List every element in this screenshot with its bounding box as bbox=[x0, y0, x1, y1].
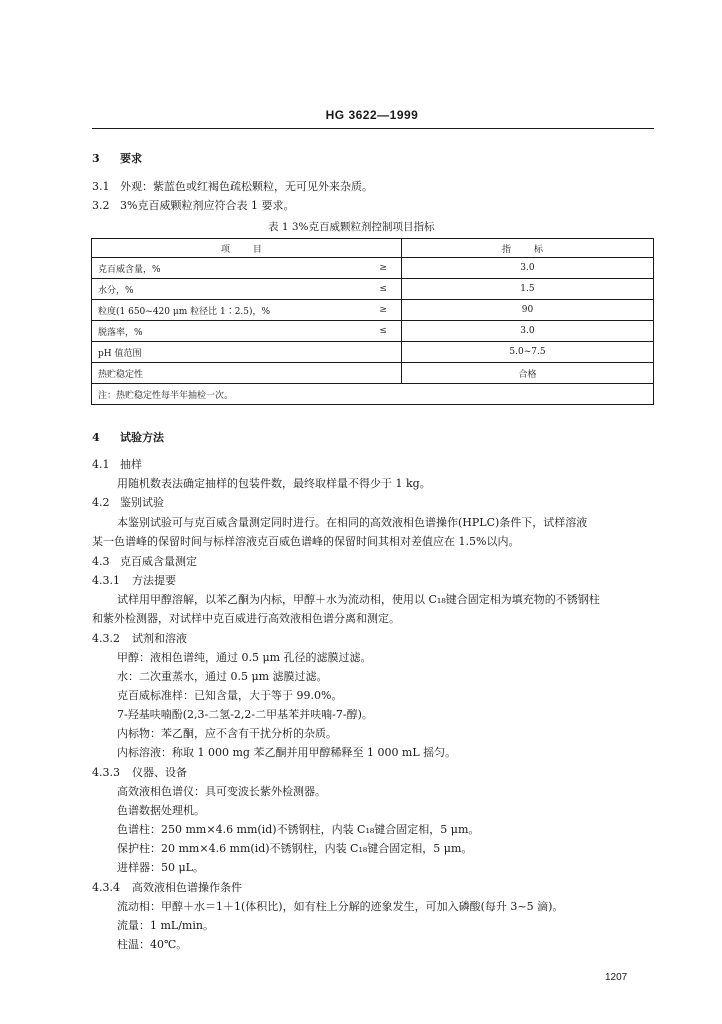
clause-number: 4.3.4 bbox=[92, 881, 120, 894]
clause-title: 高效液相色谱操作条件 bbox=[132, 881, 242, 894]
clause-4-3-1-heading bbox=[92, 574, 176, 588]
clause-title: 抽样 bbox=[120, 458, 142, 471]
section-title: 要求 bbox=[120, 152, 142, 165]
clause-number: 4.2 bbox=[92, 496, 110, 509]
row-symbol: ≤ bbox=[361, 321, 401, 342]
section-title: 试验方法 bbox=[120, 431, 164, 444]
table-row bbox=[92, 279, 654, 300]
row-value: 3.0 bbox=[401, 258, 653, 279]
row-symbol bbox=[361, 342, 401, 363]
clause-4-3-heading bbox=[92, 555, 197, 569]
list-item: 流动相：甲醇＋水＝1＋1(体积比)，如有柱上分解的迹象发生，可加入磷酸(每升 3~5 滴)。 bbox=[117, 900, 564, 913]
list-item: 保护柱：20 mm×4.6 mm(id)不锈钢柱，内装 C₁₈键合固定相，5 μm。 bbox=[117, 842, 473, 855]
table-row bbox=[92, 258, 654, 279]
table-note-row bbox=[92, 384, 654, 405]
row-value: 1.5 bbox=[401, 279, 653, 300]
clause-4-3-4-heading bbox=[92, 881, 242, 895]
clause-4-1-body: 用随机数表法确定抽样的包装件数，最终取样量不得少于 1 kg。 bbox=[117, 477, 431, 490]
list-item: 内标物：苯乙酮，应不含有干扰分析的杂质。 bbox=[117, 727, 337, 740]
list-item: 内标溶液：称取 1 000 mg 苯乙酮并用甲醇稀释至 1 000 mL 摇匀。 bbox=[117, 746, 457, 759]
clause-number: 3.1 bbox=[92, 180, 110, 193]
row-value: 3.0 bbox=[401, 321, 653, 342]
clause-4-1-heading bbox=[92, 458, 142, 472]
header-value: 指 标 bbox=[401, 239, 653, 258]
clause-4-3-2-heading bbox=[92, 632, 187, 646]
table-row bbox=[92, 321, 654, 342]
row-value: 5.0~7.5 bbox=[401, 342, 653, 363]
row-item: 克百威含量，% bbox=[92, 258, 362, 279]
row-item: 热贮稳定性 bbox=[92, 363, 362, 384]
header-item: 项 目 bbox=[92, 239, 402, 258]
clause-number: 4.3.3 bbox=[92, 766, 120, 779]
clause-number: 4.1 bbox=[92, 458, 110, 471]
row-value: 合格 bbox=[401, 363, 653, 384]
section-number: 4 bbox=[92, 431, 100, 444]
row-symbol: ≤ bbox=[361, 279, 401, 300]
clause-text: 3%克百威颗粒剂应符合表 1 要求。 bbox=[120, 199, 295, 212]
row-symbol: ≥ bbox=[361, 300, 401, 321]
clause-4-3-1-body-line2: 和紫外检测器，对试样中克百威进行高效液相色谱分离和测定。 bbox=[92, 612, 400, 625]
list-item: 色谱柱：250 mm×4.6 mm(id)不锈钢柱，内装 C₁₈键合固定相，5 μm。 bbox=[117, 823, 480, 836]
row-item: pH 值范围 bbox=[92, 342, 362, 363]
section-4-heading bbox=[92, 431, 164, 445]
list-item: 色谱数据处理机。 bbox=[117, 804, 205, 817]
clause-number: 4.3.1 bbox=[92, 574, 120, 587]
clause-number: 4.3 bbox=[92, 555, 110, 568]
section-3-heading bbox=[92, 152, 142, 166]
table-caption: 表 1 3%克百威颗粒剂控制项目指标 bbox=[268, 221, 435, 233]
clause-title: 仪器、设备 bbox=[132, 766, 187, 779]
clause-4-2-heading bbox=[92, 496, 164, 510]
list-item: 柱温：40℃。 bbox=[117, 938, 188, 951]
clause-4-2-body-line1: 本鉴别试验可与克百威含量测定同时进行。在相同的高效液相色谱操作(HPLC)条件下，试样溶液 bbox=[117, 516, 588, 529]
table-header-row bbox=[92, 239, 654, 258]
row-item: 水分，% bbox=[92, 279, 362, 300]
table-row bbox=[92, 300, 654, 321]
list-item: 水：二次重蒸水，通过 0.5 μm 滤膜过滤。 bbox=[117, 670, 328, 683]
table-row bbox=[92, 342, 654, 363]
table-note: 注：热贮稳定性每半年抽检一次。 bbox=[92, 384, 654, 405]
list-item: 高效液相色谱仪：具可变波长紫外检测器。 bbox=[117, 785, 326, 798]
clause-4-3-3-heading bbox=[92, 766, 187, 780]
spec-table bbox=[91, 238, 654, 405]
clause-title: 方法提要 bbox=[132, 574, 176, 587]
document-header: HG 3622—1999 bbox=[325, 108, 419, 122]
list-item: 7-羟基呋喃酚(2,3-二氢-2,2-二甲基苯并呋喃-7-醇)。 bbox=[117, 708, 373, 721]
clause-3-1 bbox=[92, 180, 373, 194]
list-item: 流量：1 mL/min。 bbox=[117, 919, 214, 932]
section-number: 3 bbox=[92, 152, 100, 165]
clause-number: 4.3.2 bbox=[92, 632, 120, 645]
list-item: 甲醇：液相色谱纯，通过 0.5 μm 孔径的滤膜过滤。 bbox=[117, 651, 372, 664]
clause-4-2-body-line2: 某一色谱峰的保留时间与标样溶液克百威色谱峰的保留时间其相对差值应在 1.5%以内。 bbox=[92, 535, 520, 548]
row-value: 90 bbox=[401, 300, 653, 321]
row-item: 粒度(1 650~420 μm 粒径比 1∶2.5)，% bbox=[92, 300, 362, 321]
row-symbol: ≥ bbox=[361, 258, 401, 279]
page-number: 1207 bbox=[605, 972, 628, 983]
clause-3-2 bbox=[92, 199, 294, 213]
list-item: 克百威标准样：已知含量，大于等于 99.0%。 bbox=[117, 689, 343, 702]
list-item: 进样器：50 μL。 bbox=[117, 861, 204, 874]
clause-text: 外观：紫蓝色或红褐色疏松颗粒，无可见外来杂质。 bbox=[120, 180, 373, 193]
row-item: 脱落率，% bbox=[92, 321, 362, 342]
clause-4-3-1-body-line1: 试样用甲醇溶解，以苯乙酮为内标，甲醇＋水为流动相，使用以 C₁₈键合固定相为填充物的不锈钢柱 bbox=[117, 593, 600, 606]
table-row bbox=[92, 363, 654, 384]
header-rule bbox=[92, 128, 654, 129]
clause-title: 鉴别试验 bbox=[120, 496, 164, 509]
clause-number: 3.2 bbox=[92, 199, 110, 212]
clause-title: 克百威含量测定 bbox=[120, 555, 197, 568]
clause-title: 试剂和溶液 bbox=[132, 632, 187, 645]
row-symbol bbox=[361, 363, 401, 384]
